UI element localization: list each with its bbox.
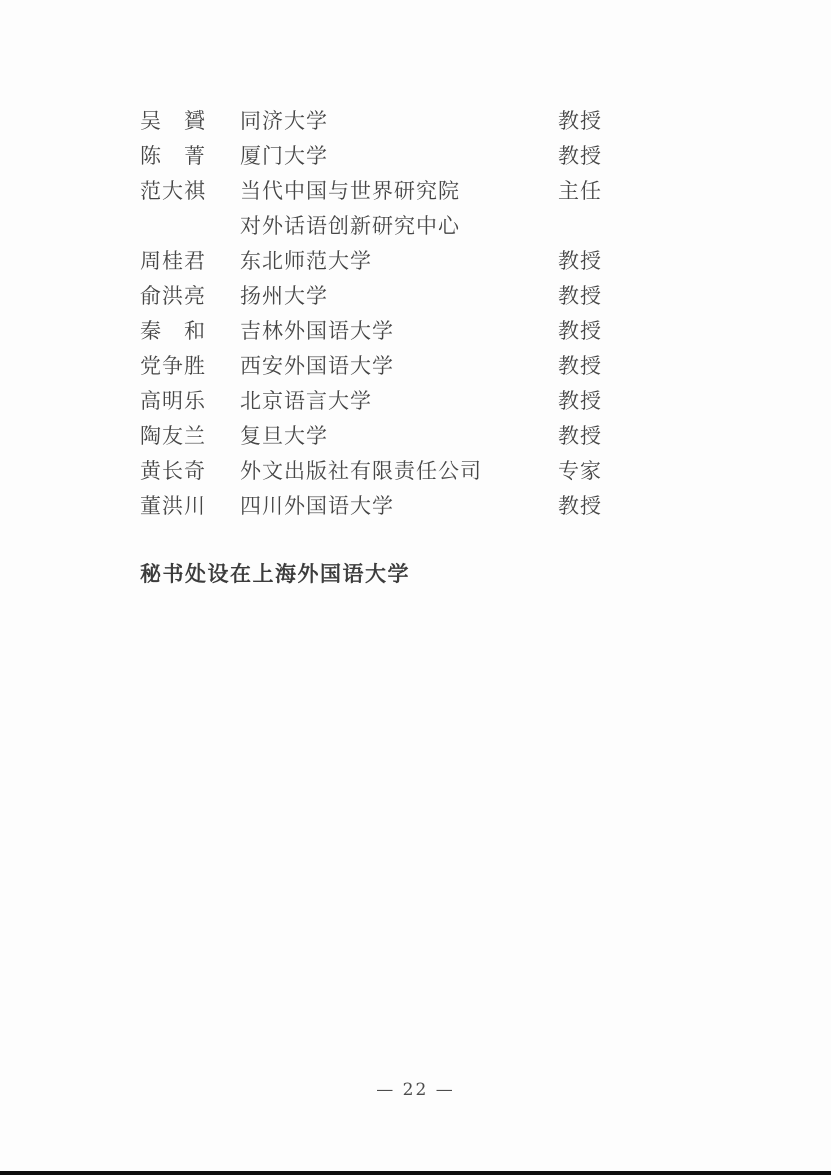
table-row: [140, 104, 700, 139]
member-institution-line2: 对外话语创新研究中心: [240, 214, 460, 238]
member-title: 教授: [558, 354, 602, 378]
member-institution: 西安外国语大学: [240, 354, 394, 378]
table-row: [140, 454, 700, 489]
member-title: 专家: [558, 459, 602, 483]
member-name: 陈 菁: [140, 144, 206, 168]
table-row: [140, 244, 700, 279]
table-row: [140, 174, 700, 244]
member-institution: 同济大学: [240, 109, 328, 133]
table-row: [140, 139, 700, 174]
member-institution: 北京语言大学: [240, 389, 372, 413]
member-name: 陶友兰: [140, 424, 206, 448]
member-name: 俞洪亮: [140, 284, 206, 308]
table-row: [140, 489, 700, 524]
member-institution: 复旦大学: [240, 424, 328, 448]
member-institution: 吉林外国语大学: [240, 319, 394, 343]
page-number: — 22 —: [376, 1080, 455, 1100]
member-title: 教授: [558, 424, 602, 448]
member-title: 教授: [558, 319, 602, 343]
member-institution: 扬州大学: [240, 284, 328, 308]
member-name: 董洪川: [140, 494, 206, 518]
table-row: [140, 384, 700, 419]
member-institution: [240, 174, 558, 244]
member-title: 主任: [558, 179, 602, 203]
table-row: [140, 314, 700, 349]
member-title: 教授: [558, 109, 602, 133]
member-title: 教授: [558, 494, 602, 518]
member-title: 教授: [558, 284, 602, 308]
table-row: [140, 419, 700, 454]
member-name: 黄长奇: [140, 459, 206, 483]
member-institution: 东北师范大学: [240, 249, 372, 273]
member-institution: 四川外国语大学: [240, 494, 394, 518]
member-institution-line1: 当代中国与世界研究院: [240, 179, 460, 203]
member-title: 教授: [558, 389, 602, 413]
member-roster: [140, 104, 700, 524]
member-institution: 厦门大学: [240, 144, 328, 168]
secretariat-note: 秘书处设在上海外国语大学: [140, 562, 410, 586]
member-name: 范大祺: [140, 179, 206, 203]
member-name: 吴 贇: [140, 109, 206, 133]
table-row: [140, 279, 700, 314]
member-name: 周桂君: [140, 249, 206, 273]
member-title: 教授: [558, 249, 602, 273]
scan-edge-artifact: [0, 1171, 831, 1175]
member-name: 高明乐: [140, 389, 206, 413]
member-name: 党争胜: [140, 354, 206, 378]
member-institution: 外文出版社有限责任公司: [240, 459, 482, 483]
table-row: [140, 349, 700, 384]
member-title: 教授: [558, 144, 602, 168]
member-name: 秦 和: [140, 319, 206, 343]
